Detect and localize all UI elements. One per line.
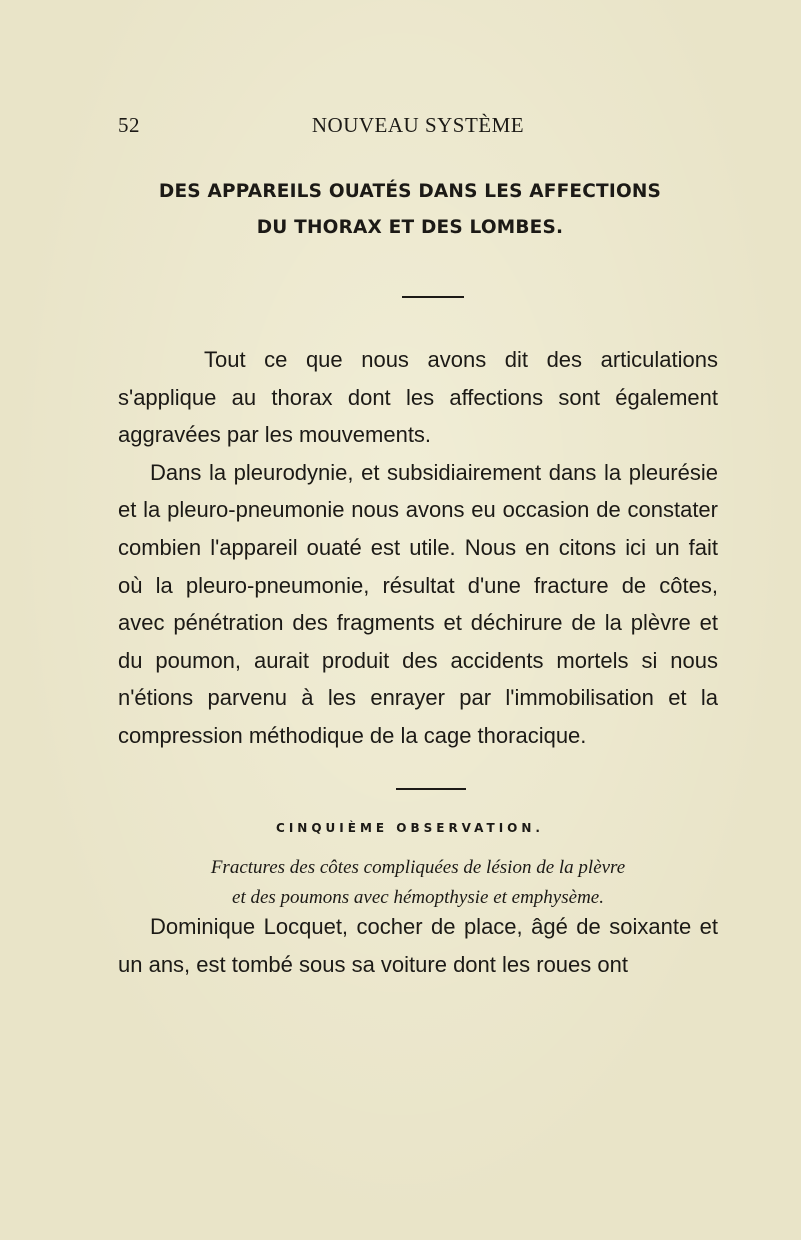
observation-subtitle-line-2: et des poumons avec hémopthysie et emphysème. [232,887,604,908]
section-divider [402,296,464,298]
paragraph-1: Tout ce que nous avons dit des articulations s'applique au thorax dont les affections sont également aggravées par les mouvements. [118,347,718,448]
page-number: 52 [118,113,140,137]
observation-heading: CINQUIÈME OBSERVATION. [276,821,544,835]
paragraph-2: Dans la pleurodynie, et subsidiairement dans la pleurésie et la pleuro-pneumonie nous avons eu occasion de constater combien l'appareil ouaté est utile. Nous en citons ici un fait où la pleuro-pneumonie, résultat d'une fracture de côtes, avec pénétration des fragments et déchirure de la plèvre et du poumon, aurait produit des accidents mortels si nous n'étions parvenu à les enrayer par l'immobilisation et la compression méthodique de la cage thoracique. [118,459,718,748]
observation-body [118,908,718,983]
running-head [118,113,718,143]
observation-paragraph: Dominique Locquet, cocher de place, âgé de soixante et un ans, est tombé sous sa voiture dont les roues ont [118,914,718,977]
observation-subtitle-line-1: Fractures des côtes compliquées de lésion de la plèvre [210,857,626,878]
section-title-line-2: DU THORAX ET DES LOMBES. [256,217,564,238]
observation-divider [396,788,466,790]
running-title: NOUVEAU SYSTÈME [311,113,525,137]
section-title-line-1: DES APPAREILS OUATÉS DANS LES AFFECTIONS [158,181,662,202]
observation-subtitle [118,853,718,913]
section-body [118,341,718,755]
section-title [100,174,720,246]
